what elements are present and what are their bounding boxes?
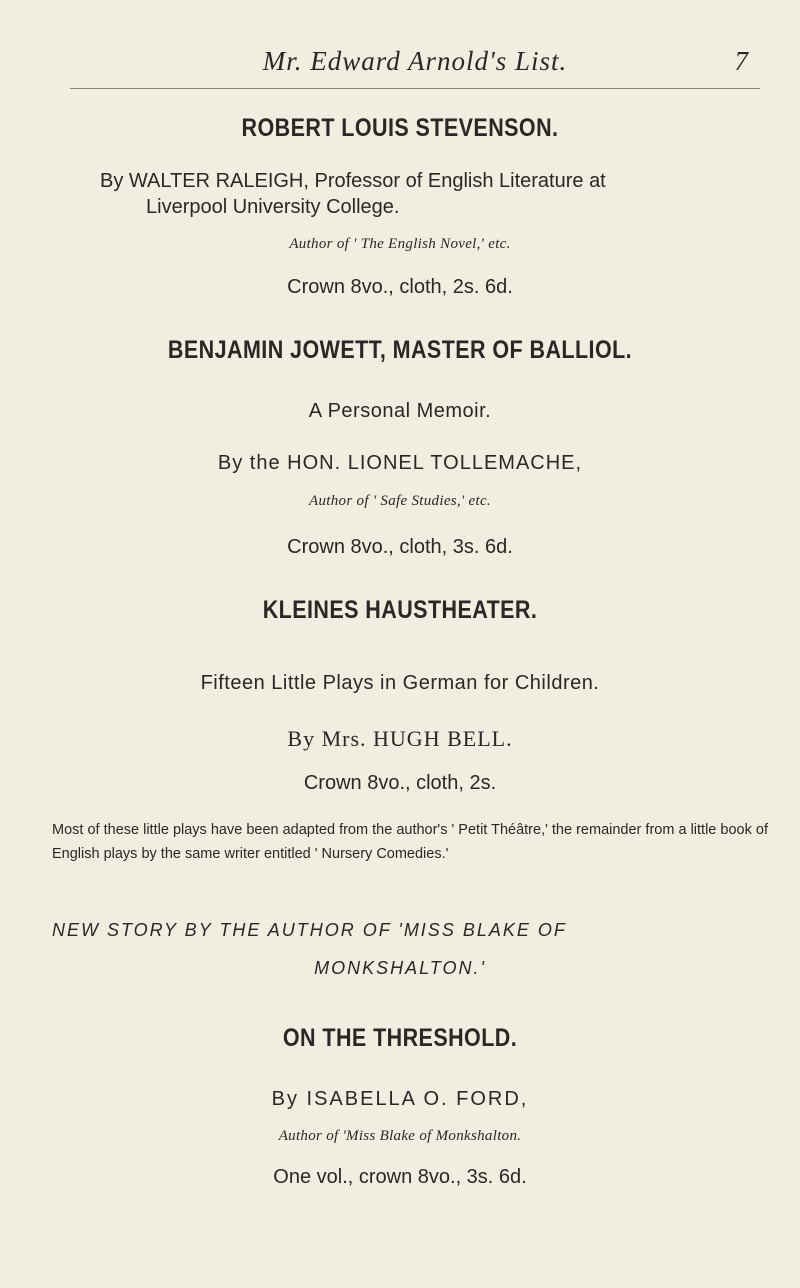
entry-heading-threshold: ON THE THRESHOLD.	[282, 1024, 518, 1052]
entry-credit-threshold: Author of 'Miss Blake of Monkshalton.	[278, 1128, 522, 1144]
entry-credit-jowett: Author of ' Safe Studies,' etc.	[309, 493, 491, 509]
byline-line-2: Liverpool University College.	[146, 196, 400, 218]
entry-price-jowett: Crown 8vo., cloth, 3s. 6d.	[287, 536, 513, 558]
running-head-title: Mr. Edward Arnold's List.	[262, 46, 568, 76]
entry-byline-threshold: By ISABELLA O. FORD,	[271, 1088, 529, 1110]
entry-credit-stevenson: Author of ' The English Novel,' etc.	[289, 236, 511, 252]
header-rule	[70, 88, 760, 89]
entry-heading-jowett: BENJAMIN JOWETT, MASTER OF BALLIOL.	[167, 336, 633, 364]
entry-heading-stevenson: ROBERT LOUIS STEVENSON.	[241, 114, 559, 142]
entry-subtitle-jowett: A Personal Memoir.	[308, 400, 492, 422]
entry-price-stevenson: Crown 8vo., cloth, 2s. 6d.	[287, 276, 513, 298]
entry-byline-haustheater: By Mrs. HUGH BELL.	[287, 726, 513, 751]
entry-price-threshold: One vol., crown 8vo., 3s. 6d.	[273, 1166, 527, 1188]
entry-byline-jowett: By the HON. LIONEL TOLLEMACHE,	[217, 452, 583, 474]
entry-price-haustheater: Crown 8vo., cloth, 2s.	[303, 772, 497, 794]
entry-subtitle-haustheater: Fifteen Little Plays in German for Children.	[200, 672, 600, 694]
new-story-banner-line-2: MONKSHALTON.'	[314, 958, 486, 978]
entry-note-haustheater: Most of these little plays have been adapted from the author's ' Petit Théâtre,' the remainder from a little book of English plays by the same writer entitled ' Nursery Comedies.'	[52, 822, 768, 862]
page-number: 7	[734, 46, 748, 76]
byline-line-1: By WALTER RALEIGH, Professor of English Literature at	[100, 170, 606, 192]
running-head	[70, 38, 760, 90]
entry-heading-haustheater: KLEINES HAUSTHEATER.	[262, 596, 538, 624]
new-story-banner-line-1: NEW STORY BY THE AUTHOR OF 'MISS BLAKE OF	[52, 920, 567, 940]
